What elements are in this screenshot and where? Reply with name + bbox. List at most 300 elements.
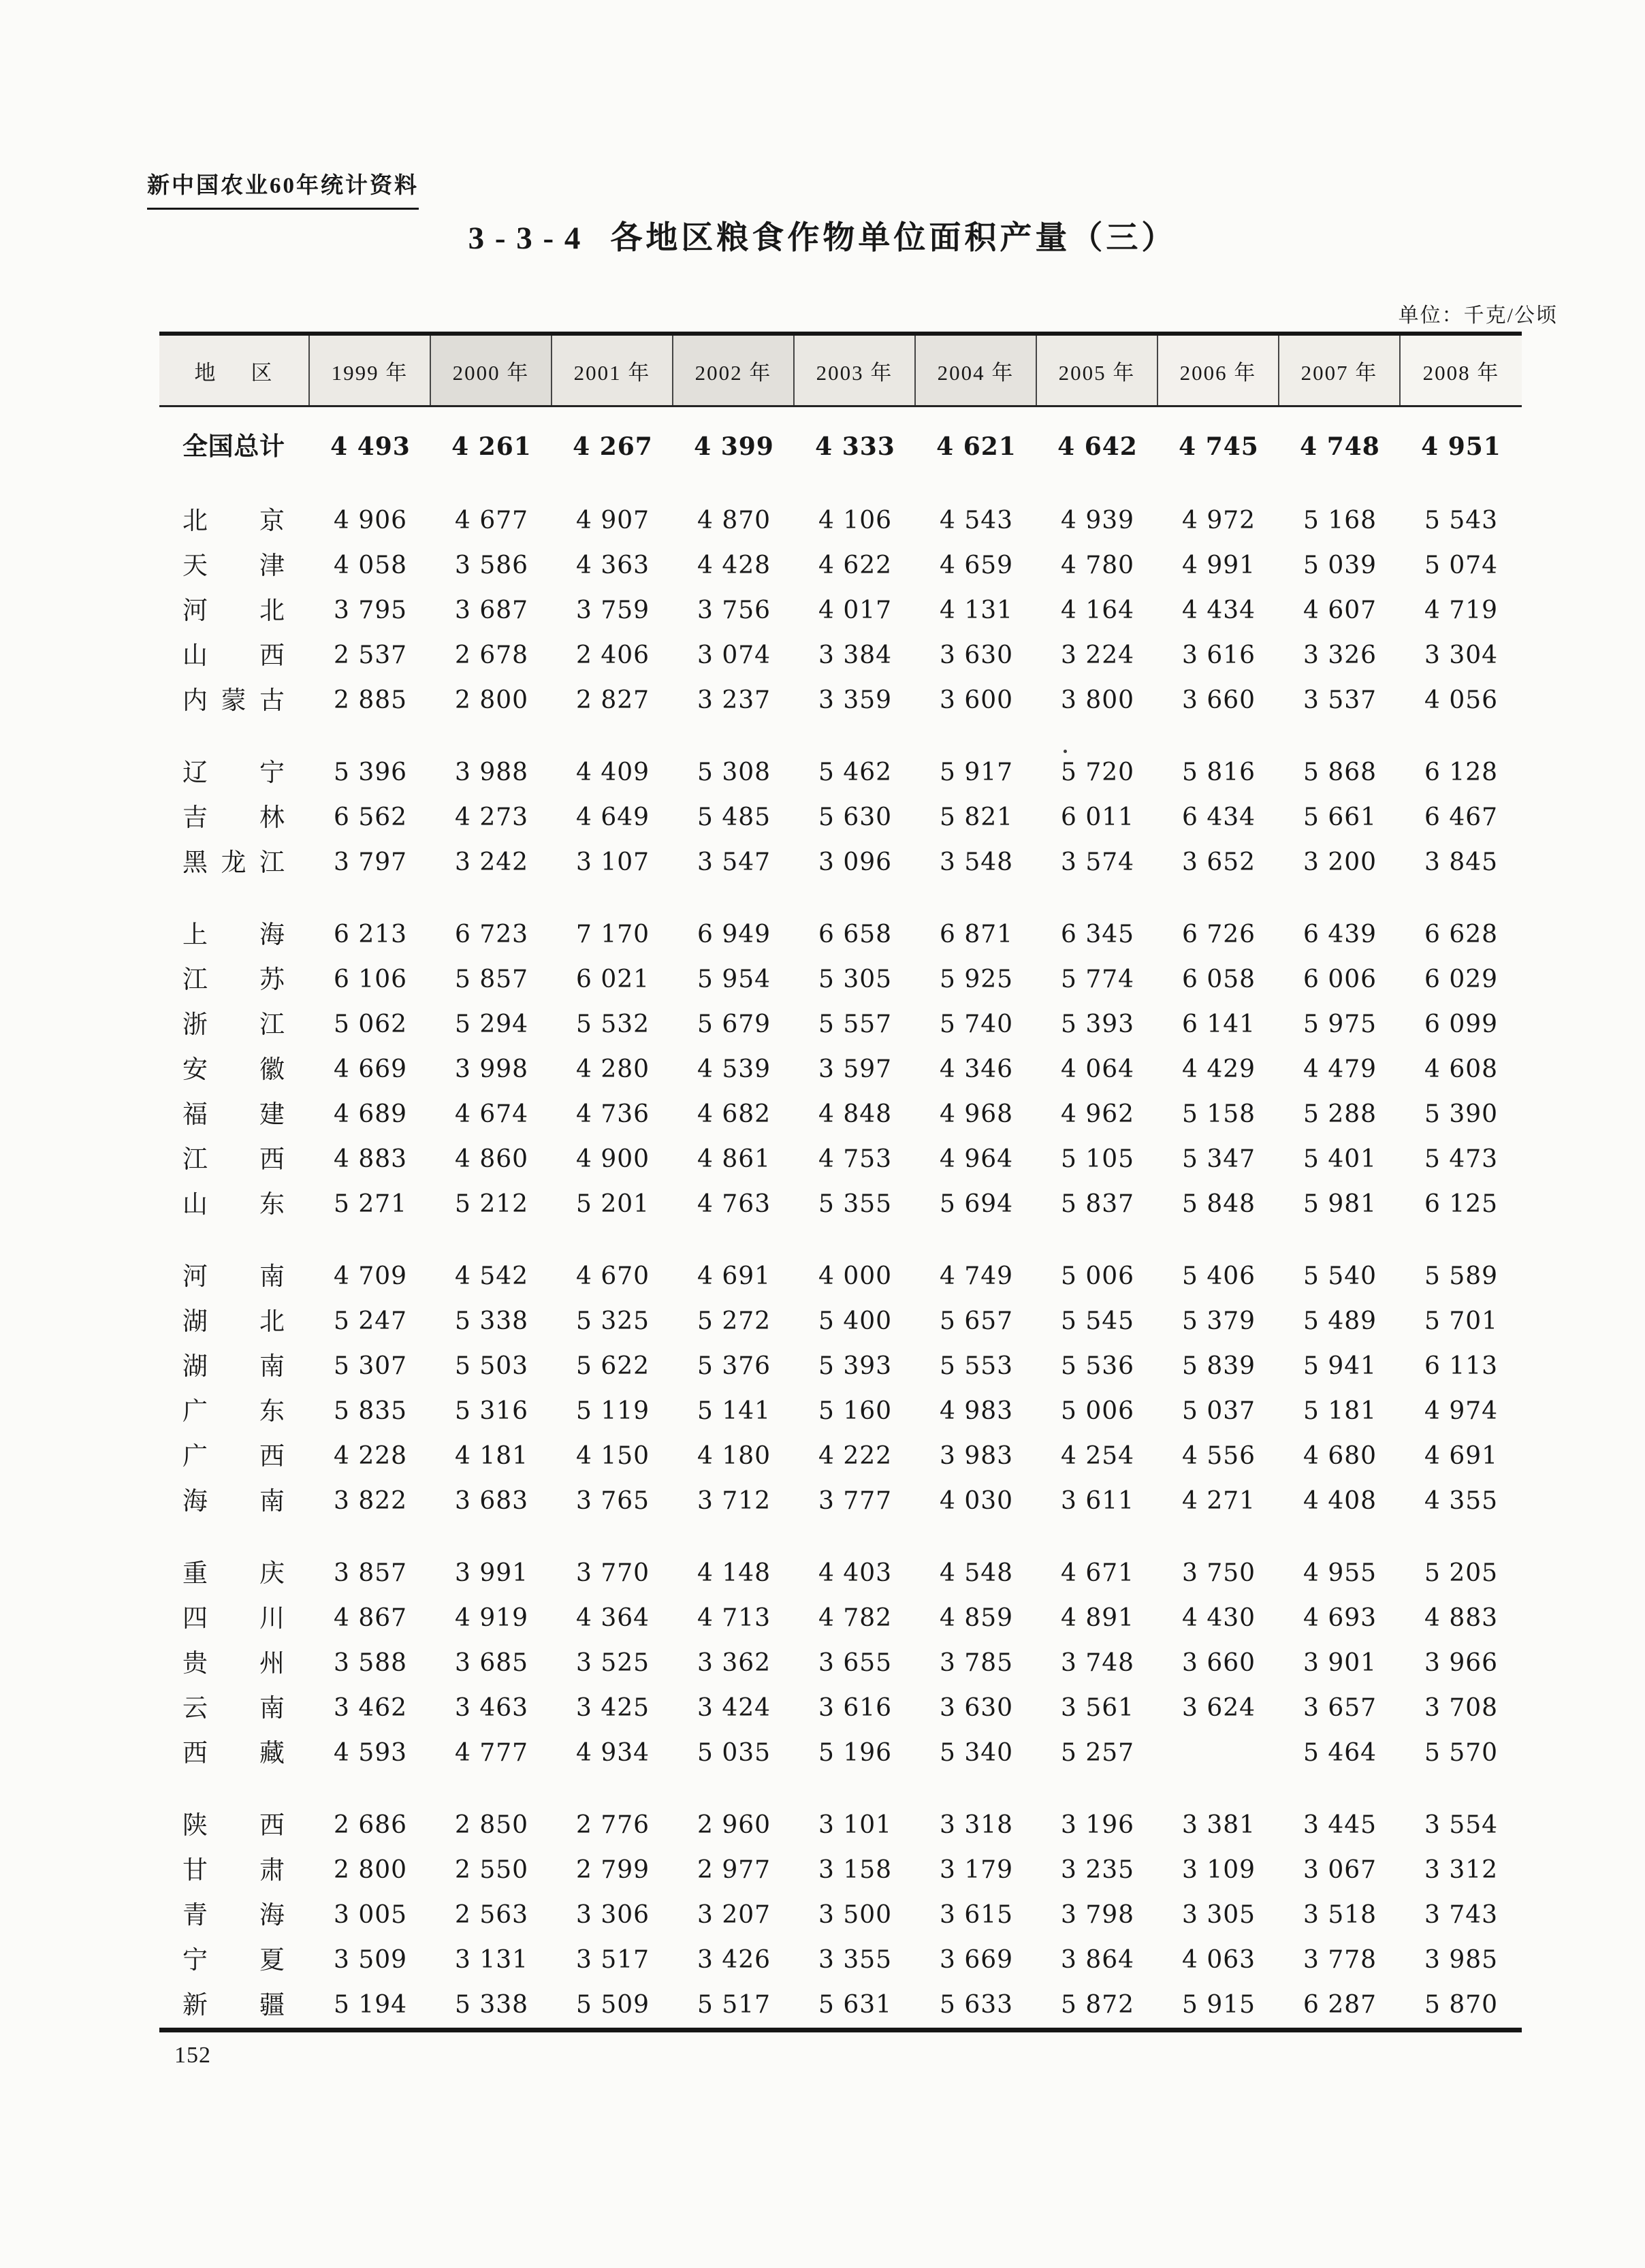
- yield-value-cell: 4 983: [939, 1397, 1014, 1425]
- yield-value-cell: 5 473: [1424, 1145, 1499, 1173]
- region-name-char: 南: [259, 1352, 285, 1381]
- region-name-char: 河: [182, 1262, 208, 1291]
- yield-value-cell: 4 017: [818, 596, 893, 624]
- table-row: [159, 795, 1522, 840]
- yield-value-cell: 3 574: [1060, 848, 1135, 876]
- yield-value-cell: 3 652: [1181, 848, 1256, 876]
- region-name-cell: [159, 1858, 310, 1883]
- yield-value-cell: 4 934: [575, 1739, 650, 1767]
- table-row: [159, 1551, 1522, 1596]
- yield-value-cell: 5 006: [1060, 1397, 1135, 1425]
- yield-value-cell: 5 338: [454, 1991, 529, 2019]
- region-name-cell: [159, 1012, 310, 1038]
- yield-value-cell: 5 740: [939, 1010, 1014, 1038]
- region-name-char: 山: [182, 641, 208, 670]
- yield-value-cell: 5 396: [333, 758, 408, 786]
- yield-value-cell: 4 403: [818, 1559, 893, 1587]
- yield-value-cell: 4 430: [1181, 1604, 1256, 1632]
- region-name-char: 东: [259, 1397, 285, 1426]
- region-name: [182, 598, 285, 624]
- yield-value-cell: 6 434: [1181, 803, 1256, 831]
- yield-value-cell: 3 463: [454, 1694, 529, 1722]
- yield-value-cell: 5 158: [1181, 1100, 1256, 1128]
- table-row: [159, 1047, 1522, 1092]
- yield-value-cell: 5 338: [454, 1307, 529, 1335]
- region-name: [182, 643, 285, 669]
- yield-value-cell: 3 685: [454, 1649, 529, 1677]
- region-header-char: 区: [251, 360, 274, 385]
- yield-value-cell: 4 919: [454, 1604, 529, 1632]
- column-header-year: 2002 年: [673, 336, 795, 405]
- yield-value-cell: 4 363: [575, 552, 650, 579]
- yield-value-cell: 5 308: [697, 758, 771, 786]
- region-name: [182, 923, 285, 948]
- yield-value-cell: 6 106: [333, 965, 408, 993]
- yield-value-cell: 5 589: [1424, 1262, 1499, 1290]
- region-name-char: 青: [182, 1901, 208, 1930]
- yield-value-cell: 4 883: [333, 1145, 408, 1173]
- table-number: 3 - 3 - 4: [468, 221, 582, 256]
- yield-value-cell: 3 384: [818, 641, 893, 669]
- yield-value-cell: 3 983: [939, 1442, 1014, 1470]
- yield-value-cell: 3 597: [818, 1055, 893, 1083]
- yield-value-cell: 3 588: [333, 1649, 408, 1677]
- yield-value-cell: 6 628: [1424, 921, 1499, 948]
- yield-value-cell: 2 850: [454, 1811, 529, 1839]
- yield-value-cell: 3 158: [818, 1856, 893, 1884]
- region-name-char: 南: [259, 1262, 285, 1291]
- yield-value-cell: 6 113: [1424, 1352, 1499, 1380]
- yield-value-cell: 4 030: [939, 1487, 1014, 1515]
- yield-value-cell: 4 543: [939, 507, 1014, 534]
- region-name-char: 庆: [259, 1559, 285, 1588]
- scan-artifact-dot: [1064, 750, 1067, 753]
- region-name-cell: [159, 1444, 310, 1469]
- yield-value-cell: 3 988: [454, 758, 529, 786]
- region-name-cell: [159, 758, 310, 787]
- region-name-char: 甘: [182, 1856, 208, 1885]
- region-name-cell: [159, 1651, 310, 1676]
- region-group: [159, 1803, 1522, 2028]
- yield-value-cell: 4 181: [454, 1442, 529, 1470]
- yield-value-cell: 3 687: [454, 596, 529, 624]
- region-name-cell: [159, 1993, 310, 2018]
- table-row: [159, 1092, 1522, 1137]
- yield-value-cell: 5 141: [697, 1397, 771, 1425]
- region-name-cell: [159, 1264, 310, 1290]
- yield-value-cell: 5 941: [1303, 1352, 1377, 1380]
- region-name: [182, 434, 285, 460]
- column-header-year: 2006 年: [1158, 336, 1279, 405]
- table-row: [159, 1803, 1522, 1848]
- yield-value-cell: 4 355: [1424, 1487, 1499, 1515]
- region-name-char: 湖: [182, 1352, 208, 1381]
- yield-value-cell: 4 542: [454, 1262, 529, 1290]
- yield-value-cell: 3 657: [1303, 1694, 1377, 1722]
- yield-value-cell: 5 390: [1424, 1100, 1499, 1128]
- yield-value-cell: 5 517: [697, 1991, 771, 2019]
- table-row: [159, 1938, 1522, 1983]
- region-name: [182, 1696, 285, 1721]
- region-name-char: 南: [259, 1487, 285, 1516]
- region-name-char: 河: [182, 596, 208, 625]
- region-name-char: 云: [182, 1694, 208, 1723]
- region-name-cell: [159, 1057, 310, 1083]
- yield-value-cell: 3 630: [939, 641, 1014, 669]
- yield-value-cell: 4 859: [939, 1604, 1014, 1632]
- region-name-char: 江: [182, 965, 208, 994]
- yield-value-cell: 3 708: [1424, 1694, 1499, 1722]
- yield-value-cell: 2 977: [697, 1856, 771, 1884]
- yield-value-cell: 3 109: [1181, 1856, 1256, 1884]
- region-name: [182, 805, 285, 831]
- yield-value-cell: 4 968: [939, 1100, 1014, 1128]
- region-name: [182, 509, 285, 534]
- yield-value-cell: 5 570: [1424, 1739, 1499, 1767]
- yield-value-cell: 5 257: [1060, 1739, 1135, 1767]
- yield-value-cell: 3 242: [454, 848, 529, 876]
- yield-value-cell: 3 669: [939, 1946, 1014, 1974]
- yield-value-cell: 4 749: [939, 1262, 1014, 1290]
- yield-value-cell: 5 393: [1060, 1010, 1135, 1038]
- region-name-char: 陕: [182, 1811, 208, 1840]
- region-name-char: 南: [259, 1694, 285, 1723]
- yield-value-cell: 6 125: [1424, 1190, 1499, 1218]
- yield-value-cell: 4 280: [575, 1055, 650, 1083]
- region-name-cell: [159, 1903, 310, 1928]
- region-name-cell: [159, 1192, 310, 1217]
- column-header-year: 2004 年: [916, 336, 1037, 405]
- yield-value-cell: 5 633: [939, 1991, 1014, 2019]
- yield-value-cell: 3 426: [697, 1946, 771, 1974]
- region-header-label: [195, 355, 274, 386]
- region-name-char: 江: [259, 1010, 285, 1039]
- yield-value-cell: 3 131: [454, 1946, 529, 1974]
- table-body: [159, 422, 1522, 2028]
- yield-value-cell: 3 107: [575, 848, 650, 876]
- region-name-cell: [159, 688, 310, 714]
- table-row: [159, 498, 1522, 543]
- yield-value-cell: 3 554: [1424, 1811, 1499, 1839]
- table-row: [159, 678, 1522, 723]
- yield-value-cell: 5 657: [939, 1307, 1014, 1335]
- yield-value-cell: 4 900: [575, 1145, 650, 1173]
- yield-value-cell: 5 035: [697, 1739, 771, 1767]
- yield-value-cell: 4 964: [939, 1145, 1014, 1173]
- yield-value-cell: 2 885: [333, 686, 408, 714]
- yield-value-cell: 3 101: [818, 1811, 893, 1839]
- yield-value-cell: 3 005: [333, 1901, 408, 1929]
- region-name: [182, 758, 285, 787]
- yield-value-cell: 4 164: [1060, 596, 1135, 624]
- yield-value-cell: 2 799: [575, 1856, 650, 1884]
- region-name-char: 重: [182, 1559, 208, 1588]
- table-row: [159, 840, 1522, 885]
- yield-value-cell: 5 316: [454, 1397, 529, 1425]
- yield-value-cell: 3 355: [818, 1946, 893, 1974]
- column-header-year: 2007 年: [1279, 336, 1401, 405]
- yield-value-cell: 5 837: [1060, 1190, 1135, 1218]
- yield-value-cell: 5 406: [1181, 1262, 1256, 1290]
- yield-value-cell: 5 347: [1181, 1145, 1256, 1173]
- yield-value-cell: 5 720: [1060, 758, 1135, 786]
- yield-value-cell: 5 835: [333, 1397, 408, 1425]
- region-name-cell: [159, 1309, 310, 1335]
- yield-value-cell: 4 736: [575, 1100, 650, 1128]
- yield-value-cell: 4 691: [697, 1262, 771, 1290]
- yield-value-cell: 4 860: [454, 1145, 529, 1173]
- region-name: [182, 1399, 285, 1424]
- region-name-char: 山: [182, 1190, 208, 1219]
- table-row: [159, 1686, 1522, 1731]
- region-name-char: 黑: [182, 848, 208, 877]
- yield-value-cell: 5 194: [333, 1991, 408, 2019]
- yield-value-cell: 4 861: [697, 1145, 771, 1173]
- region-name-char: 州: [259, 1649, 285, 1678]
- region-name-char: 北: [259, 596, 285, 625]
- yield-value-cell: 3 067: [1303, 1856, 1377, 1884]
- yield-value-cell: 5 975: [1303, 1010, 1377, 1038]
- region-name: [182, 1264, 285, 1290]
- region-name: [182, 554, 285, 579]
- yield-value-cell: 3 624: [1181, 1694, 1256, 1722]
- yield-value-cell: 6 439: [1303, 921, 1377, 948]
- region-name: [182, 1903, 285, 1928]
- yield-value-cell: 4 974: [1424, 1397, 1499, 1425]
- yield-value-cell: 3 778: [1303, 1946, 1377, 1974]
- yield-value-cell: 3 857: [333, 1559, 408, 1587]
- yield-value-cell: 4 058: [333, 552, 408, 579]
- yield-value-cell: 5 917: [939, 758, 1014, 786]
- yield-value-cell: 7 170: [575, 921, 650, 948]
- yield-value-cell: 4 228: [333, 1442, 408, 1470]
- region-name-char: 福: [182, 1100, 208, 1129]
- yield-value-cell: 5 954: [697, 965, 771, 993]
- yield-value-cell: 3 586: [454, 552, 529, 579]
- yield-value-cell: 4 962: [1060, 1100, 1135, 1128]
- yield-value-cell: 3 864: [1060, 1946, 1135, 1974]
- yield-value-cell: 5 981: [1303, 1190, 1377, 1218]
- table-row: [159, 1182, 1522, 1227]
- yield-value-cell: 3 770: [575, 1559, 650, 1587]
- yield-value-cell: 5 401: [1303, 1145, 1377, 1173]
- table-row: [159, 750, 1522, 795]
- yield-value-cell: 2 776: [575, 1811, 650, 1839]
- yield-value-cell: 4 753: [818, 1145, 893, 1173]
- yield-value-cell: 3 509: [333, 1946, 408, 1974]
- yield-value-cell: 3 500: [818, 1901, 893, 1929]
- region-name-cell: [159, 598, 310, 624]
- yield-value-cell: 4 106: [818, 507, 893, 534]
- column-header-year: 2003 年: [795, 336, 916, 405]
- yield-value-cell: 5 307: [333, 1352, 408, 1380]
- yield-value-cell: 5 774: [1060, 965, 1135, 993]
- yield-value-cell: 4 748: [1300, 432, 1380, 461]
- yield-value-cell: 4 428: [697, 552, 771, 579]
- region-name: [182, 1309, 285, 1335]
- yield-value-cell: 4 593: [333, 1739, 408, 1767]
- yield-value-cell: 4 131: [939, 596, 1014, 624]
- yield-value-cell: 3 362: [697, 1649, 771, 1677]
- yield-value-cell: 5 212: [454, 1190, 529, 1218]
- yield-value-cell: 4 180: [697, 1442, 771, 1470]
- yield-value-cell: 5 868: [1303, 758, 1377, 786]
- region-name-char: 疆: [259, 1991, 285, 2019]
- yield-value-cell: 3 615: [939, 1901, 1014, 1929]
- yield-value-cell: 4 548: [939, 1559, 1014, 1587]
- yield-value-cell: 4 883: [1424, 1604, 1499, 1632]
- region-name-cell: [159, 1147, 310, 1172]
- region-name-char: 海: [259, 1901, 285, 1930]
- region-name-char: 广: [182, 1442, 208, 1471]
- region-name-char: 浙: [182, 1010, 208, 1039]
- yield-value-cell: 2 800: [454, 686, 529, 714]
- yield-value-cell: 4 150: [575, 1442, 650, 1470]
- yield-value-cell: 2 800: [333, 1856, 408, 1884]
- yield-value-cell: 4 622: [818, 552, 893, 579]
- column-header-year: 1999 年: [310, 336, 431, 405]
- yield-value-cell: 4 261: [451, 432, 532, 461]
- yield-value-cell: 4 222: [818, 1442, 893, 1470]
- yield-value-cell: 5 701: [1424, 1307, 1499, 1335]
- yield-value-cell: 3 600: [939, 686, 1014, 714]
- yield-value-cell: 4 399: [694, 432, 774, 461]
- table-row: [159, 1731, 1522, 1776]
- yield-value-cell: 3 074: [697, 641, 771, 669]
- statistics-table: [159, 332, 1522, 2032]
- region-name-cell: [159, 1813, 310, 1838]
- yield-value-cell: 3 660: [1181, 1649, 1256, 1677]
- yield-value-cell: 3 748: [1060, 1649, 1135, 1677]
- region-name-char: 西: [259, 1811, 285, 1840]
- yield-value-cell: 4 556: [1181, 1442, 1256, 1470]
- region-name-char: 广: [182, 1397, 208, 1426]
- region-name-cell: [159, 965, 310, 994]
- yield-value-cell: 4 907: [575, 507, 650, 534]
- yield-value-cell: 5 294: [454, 1010, 529, 1038]
- yield-value-cell: 5 509: [575, 1991, 650, 2019]
- region-name-char: 藏: [259, 1739, 285, 1768]
- table-row: [159, 1893, 1522, 1938]
- yield-value-cell: 5 536: [1060, 1352, 1135, 1380]
- yield-value-cell: 3 998: [454, 1055, 529, 1083]
- yield-value-cell: 3 547: [697, 848, 771, 876]
- yield-value-cell: 3 750: [1181, 1559, 1256, 1587]
- region-name-cell: [159, 1399, 310, 1424]
- yield-value-cell: 5 464: [1303, 1739, 1377, 1767]
- yield-value-cell: 4 709: [333, 1262, 408, 1290]
- yield-value-cell: 5 400: [818, 1307, 893, 1335]
- table-row: [159, 1434, 1522, 1479]
- region-name-char: 建: [259, 1100, 285, 1129]
- yield-value-cell: 5 196: [818, 1739, 893, 1767]
- yield-value-cell: 4 867: [333, 1604, 408, 1632]
- yield-value-cell: 3 561: [1060, 1694, 1135, 1722]
- yield-value-cell: 3 822: [333, 1487, 408, 1515]
- region-name-char: 北: [182, 507, 208, 535]
- yield-value-cell: 4 939: [1060, 507, 1135, 534]
- yield-value-cell: 4 693: [1303, 1604, 1377, 1632]
- yield-value-cell: 5 925: [939, 965, 1014, 993]
- region-name: [182, 1057, 285, 1083]
- region-group: [159, 750, 1522, 885]
- yield-value-cell: 4 642: [1057, 432, 1138, 461]
- region-name: [182, 1606, 285, 1631]
- yield-value-cell: 4 000: [818, 1262, 893, 1290]
- region-name-char: 西: [259, 1442, 285, 1471]
- yield-value-cell: 6 029: [1424, 965, 1499, 993]
- yield-value-cell: 6 949: [697, 921, 771, 948]
- yield-value-cell: 4 713: [697, 1604, 771, 1632]
- yield-value-cell: 3 235: [1060, 1856, 1135, 1884]
- yield-value-cell: 3 795: [333, 596, 408, 624]
- region-name: [182, 1012, 285, 1038]
- book-header: 新中国农业60年统计资料: [147, 167, 419, 210]
- yield-value-cell: 5 168: [1303, 507, 1377, 534]
- yield-value-cell: 4 991: [1181, 552, 1256, 579]
- yield-value-cell: 5 119: [575, 1397, 650, 1425]
- yield-value-cell: 4 056: [1424, 686, 1499, 714]
- yield-value-cell: 5 630: [818, 803, 893, 831]
- region-group: [159, 912, 1522, 1227]
- yield-value-cell: 3 616: [818, 1694, 893, 1722]
- yield-value-cell: 5 181: [1303, 1397, 1377, 1425]
- yield-value-cell: 4 364: [575, 1604, 650, 1632]
- region-name-char: 总: [234, 432, 259, 461]
- yield-value-cell: 3 966: [1424, 1649, 1499, 1677]
- yield-value-cell: 5 694: [939, 1190, 1014, 1218]
- yield-value-cell: 3 537: [1303, 686, 1377, 714]
- yield-value-cell: 4 333: [815, 432, 895, 461]
- region-name-char: 计: [259, 432, 285, 461]
- table-row: [159, 957, 1522, 1002]
- page-title: [0, 212, 1645, 258]
- region-header-char: 地: [194, 360, 217, 385]
- yield-value-cell: 5 872: [1060, 1991, 1135, 2019]
- yield-value-cell: 3 445: [1303, 1811, 1377, 1839]
- region-name: [182, 1444, 285, 1469]
- region-name-char: 林: [259, 803, 285, 832]
- yield-value-cell: 3 304: [1424, 641, 1499, 669]
- yield-value-cell: 3 525: [575, 1649, 650, 1677]
- yield-value-cell: 6 058: [1181, 965, 1256, 993]
- yield-value-cell: 5 839: [1181, 1352, 1256, 1380]
- yield-value-cell: 4 777: [454, 1739, 529, 1767]
- region-name-cell: [159, 1102, 310, 1128]
- yield-value-cell: 2 537: [333, 641, 408, 669]
- yield-value-cell: 4 254: [1060, 1442, 1135, 1470]
- table-row: [159, 1002, 1522, 1047]
- yield-value-cell: 4 763: [697, 1190, 771, 1218]
- yield-value-cell: 3 797: [333, 848, 408, 876]
- yield-value-cell: 3 798: [1060, 1901, 1135, 1929]
- yield-value-cell: 5 540: [1303, 1262, 1377, 1290]
- region-name-char: 辽: [182, 758, 208, 787]
- column-header-region: [159, 336, 310, 405]
- yield-value-cell: 4 267: [573, 432, 653, 461]
- yield-value-cell: 2 960: [697, 1811, 771, 1839]
- region-name: [182, 1741, 285, 1766]
- region-name: [182, 1813, 285, 1838]
- region-name-cell: [159, 1606, 310, 1631]
- yield-value-cell: 6 128: [1424, 758, 1499, 786]
- yield-value-cell: 5 848: [1181, 1190, 1256, 1218]
- column-header-year: 2000 年: [431, 336, 552, 405]
- yield-value-cell: 4 409: [575, 758, 650, 786]
- column-header-year: 2008 年: [1401, 336, 1522, 405]
- yield-value-cell: 3 359: [818, 686, 893, 714]
- yield-value-cell: 3 845: [1424, 848, 1499, 876]
